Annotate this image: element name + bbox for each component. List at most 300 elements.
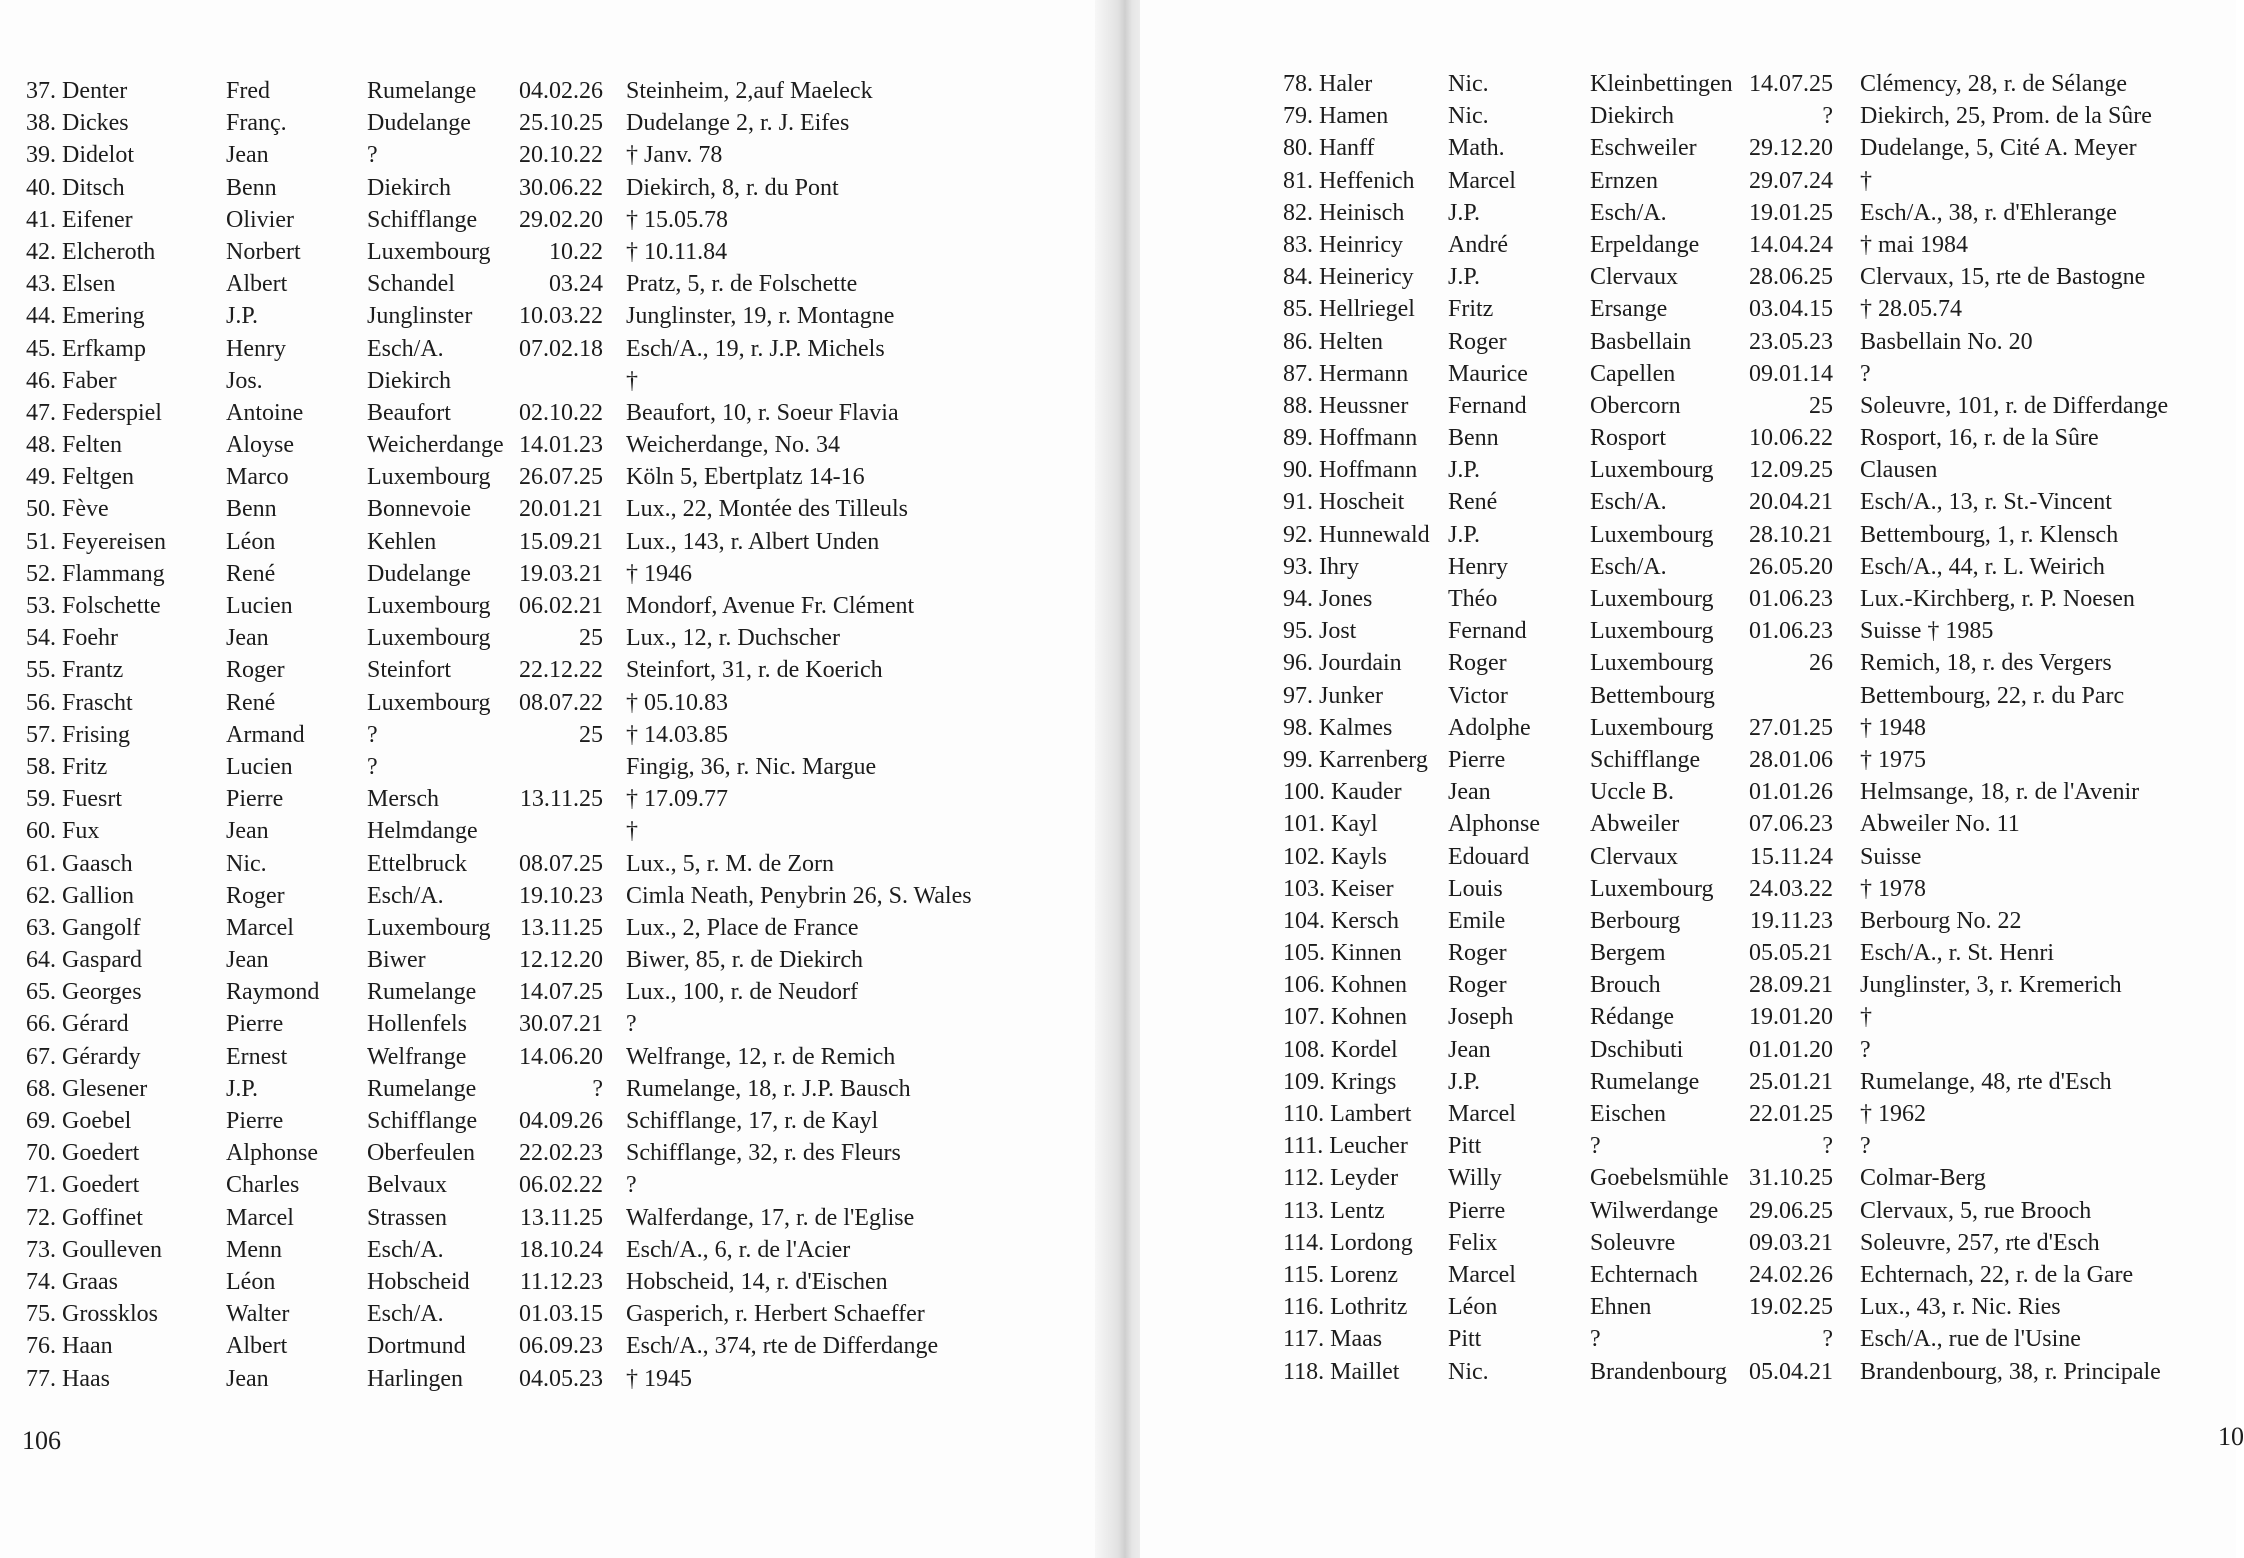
birthplace: Diekirch xyxy=(367,367,451,394)
member-name: 108. Kordel xyxy=(1283,1036,1398,1063)
birthplace: Mersch xyxy=(367,786,439,813)
member-name: 97. Junker xyxy=(1283,682,1383,709)
address: † xyxy=(626,818,638,845)
birthplace: Kleinbettingen xyxy=(1590,71,1733,97)
list-row xyxy=(1283,1034,2168,1066)
first-name: Marcel xyxy=(1448,1101,1516,1127)
list-row xyxy=(26,944,972,976)
list-row xyxy=(26,1008,972,1040)
birth-date: 14.04.24 xyxy=(1749,231,1833,258)
birth-date: 28.10.21 xyxy=(1749,521,1833,548)
birth-date: 20.01.21 xyxy=(519,496,603,523)
list-row xyxy=(26,912,972,944)
first-name: Marco xyxy=(226,464,289,491)
birth-date: 01.06.23 xyxy=(1749,618,1833,645)
first-name: Jean xyxy=(226,142,269,169)
address: Biwer, 85, r. de Diekirch xyxy=(626,947,863,974)
first-name: Marcel xyxy=(1448,1261,1516,1288)
first-name: René xyxy=(1448,489,1498,516)
first-name: Armand xyxy=(226,721,305,748)
address: Echternach, 22, r. de la Gare xyxy=(1860,1261,2134,1288)
member-name: 93. Ihry xyxy=(1283,553,1359,580)
birthplace: Clervaux xyxy=(1590,843,1678,870)
address: Junglinster, 19, r. Montagne xyxy=(626,303,895,330)
address: Lux., 43, r. Nic. Ries xyxy=(1860,1294,2061,1321)
address: † mai 1984 xyxy=(1860,231,1968,258)
member-name: 112. Leyder xyxy=(1283,1165,1399,1192)
first-name: Pierre xyxy=(226,786,284,813)
list-row xyxy=(26,1041,972,1073)
member-name: 65. Georges xyxy=(26,979,142,1006)
address: † 1946 xyxy=(626,560,692,587)
address: † 28.05.74 xyxy=(1860,296,1962,323)
birthplace: Berbourg xyxy=(1590,907,1681,934)
member-name: 96. Jourdain xyxy=(1283,650,1402,677)
first-name: Lucien xyxy=(226,593,293,619)
address: Colmar-Berg xyxy=(1860,1165,1986,1192)
address: Esch/A., 374, rte de Differdange xyxy=(626,1333,939,1360)
first-name: J.P. xyxy=(1448,457,1481,484)
address: Soleuvre, 257, rte d'Esch xyxy=(1860,1229,2100,1256)
birthplace: Brouch xyxy=(1590,972,1661,999)
list-row xyxy=(1283,100,2168,132)
address: Clausen xyxy=(1860,457,1938,484)
member-name: 38. Dickes xyxy=(26,110,129,137)
member-name: 79. Hamen xyxy=(1283,103,1389,130)
member-name: 55. Frantz xyxy=(26,657,124,684)
birthplace: Esch/A. xyxy=(1590,553,1667,580)
first-name: Charles xyxy=(226,1172,300,1199)
first-name: J.P. xyxy=(1448,264,1481,291)
birth-date: 18.10.24 xyxy=(519,1236,603,1263)
member-name: 113. Lentz xyxy=(1283,1197,1385,1224)
list-row xyxy=(1283,841,2168,873)
list-row xyxy=(26,848,972,880)
birthplace: Bettembourg xyxy=(1590,682,1715,709)
birth-date: 02.10.22 xyxy=(519,399,603,426)
first-name: Jean xyxy=(1448,1036,1491,1063)
member-name: 43. Elsen xyxy=(26,271,116,298)
list-row xyxy=(1283,680,2168,712)
first-name: Marcel xyxy=(226,1204,294,1231)
birth-date: 06.02.22 xyxy=(519,1172,603,1199)
birth-date: 19.01.25 xyxy=(1749,199,1833,226)
birth-date: 27.01.25 xyxy=(1749,714,1833,741)
address: Basbellain No. 20 xyxy=(1860,328,2033,355)
left-page xyxy=(0,0,1115,1558)
list-row xyxy=(26,333,972,365)
address: Rumelange, 18, r. J.P. Bausch xyxy=(626,1075,911,1102)
first-name: Edouard xyxy=(1448,843,1530,870)
member-name: 89. Hoffmann xyxy=(1283,425,1418,452)
birth-date: 10.06.22 xyxy=(1749,425,1833,452)
list-row xyxy=(1283,326,2168,358)
address: Lux.-Kirchberg, r. P. Noesen xyxy=(1860,586,2135,612)
birth-date: 25.01.21 xyxy=(1749,1068,1833,1095)
address: † xyxy=(1860,167,1872,194)
birth-date: 07.06.23 xyxy=(1749,811,1833,838)
address: † 17.09.77 xyxy=(626,786,728,813)
birthplace: Beaufort xyxy=(367,399,451,426)
birthplace: Dortmund xyxy=(367,1333,466,1360)
birth-date: 04.02.26 xyxy=(519,78,603,104)
birthplace: Clervaux xyxy=(1590,264,1678,291)
first-name: Pierre xyxy=(1448,1197,1506,1224)
list-row xyxy=(26,268,972,300)
list-row xyxy=(1283,551,2168,583)
member-name: 80. Hanff xyxy=(1283,135,1375,162)
member-name: 87. Hermann xyxy=(1283,360,1409,387)
list-row xyxy=(1283,1323,2168,1355)
address: Steinfort, 31, r. de Koerich xyxy=(626,657,883,684)
birth-date: 13.11.25 xyxy=(519,1204,603,1231)
birthplace: ? xyxy=(1590,1326,1601,1353)
birthplace: Dudelange xyxy=(367,560,471,587)
address: † 1945 xyxy=(626,1365,692,1392)
first-name: Henry xyxy=(226,335,286,362)
list-row xyxy=(1283,486,2168,518)
birthplace: Rumelange xyxy=(1590,1068,1700,1095)
birthplace: Luxembourg xyxy=(1590,521,1714,548)
first-name: Alphonse xyxy=(226,1140,318,1167)
list-row xyxy=(1283,969,2168,1001)
list-row xyxy=(26,880,972,912)
list-row xyxy=(1283,744,2168,776)
birthplace: Diekirch xyxy=(367,174,451,201)
birthplace: ? xyxy=(367,142,378,169)
member-name: 117. Maas xyxy=(1283,1326,1383,1353)
address: † xyxy=(1860,1004,1872,1031)
member-name: 48. Felten xyxy=(26,432,122,459)
page-number-right: 10 xyxy=(2218,1422,2244,1451)
birthplace: Esch/A. xyxy=(367,335,444,362)
birthplace: Diekirch xyxy=(1590,103,1674,130)
list-row xyxy=(26,236,972,268)
address: Esch/A., 13, r. St.-Vincent xyxy=(1860,489,2112,516)
birth-date: 19.03.21 xyxy=(519,560,603,587)
birthplace: Esch/A. xyxy=(1590,199,1667,226)
first-name: Roger xyxy=(1448,328,1507,355)
member-name: 107. Kohnen xyxy=(1283,1004,1407,1031)
birth-date: ? xyxy=(1822,1133,1833,1160)
birth-date: 09.03.21 xyxy=(1749,1229,1833,1256)
member-name: 91. Hoscheit xyxy=(1283,489,1405,516)
birth-date: 31.10.25 xyxy=(1749,1165,1833,1192)
birth-date: 06.09.23 xyxy=(519,1333,603,1360)
birthplace: Rumelange xyxy=(367,78,477,104)
birthplace: Bergem xyxy=(1590,940,1666,967)
address: Bettembourg, 1, r. Klensch xyxy=(1860,521,2119,548)
list-row xyxy=(1283,390,2168,422)
address: Fingig, 36, r. Nic. Margue xyxy=(626,753,877,780)
address: Lux., 100, r. de Neudorf xyxy=(626,979,858,1006)
birthplace: Bonnevoie xyxy=(367,496,471,523)
address: ? xyxy=(626,1011,637,1038)
first-name: Walter xyxy=(226,1301,290,1328)
first-name: Ernest xyxy=(226,1043,288,1070)
address: Esch/A., 19, r. J.P. Michels xyxy=(626,335,885,362)
member-name: 85. Hellriegel xyxy=(1283,296,1415,323)
list-row xyxy=(26,1266,972,1298)
address: † 1962 xyxy=(1860,1101,1926,1127)
birthplace: ? xyxy=(1590,1133,1601,1160)
birthplace: Schifflange xyxy=(367,206,478,233)
member-name: 70. Goedert xyxy=(26,1140,140,1167)
birth-date: 28.09.21 xyxy=(1749,972,1833,999)
list-row xyxy=(26,139,972,171)
member-name: 58. Fritz xyxy=(26,753,108,780)
birthplace: Rumelange xyxy=(367,1075,477,1102)
birth-date: 07.02.18 xyxy=(519,335,603,362)
address: † 14.03.85 xyxy=(626,721,728,748)
birthplace: Hobscheid xyxy=(367,1268,470,1295)
member-name: 53. Folschette xyxy=(26,593,161,619)
address: Esch/A., rue de l'Usine xyxy=(1860,1326,2081,1353)
birth-date: 13.11.25 xyxy=(519,786,603,813)
right-page xyxy=(1140,0,2244,1558)
first-name: Léon xyxy=(1448,1294,1498,1321)
address: Walferdange, 17, r. de l'Eglise xyxy=(626,1204,915,1231)
birth-date: 29.02.20 xyxy=(519,206,603,233)
first-name: Jean xyxy=(226,625,269,652)
list-row xyxy=(1283,1356,2168,1388)
first-name: Victor xyxy=(1448,682,1508,709)
birthplace: Luxembourg xyxy=(367,238,491,265)
birthplace: Abweiler xyxy=(1590,811,1680,838)
birthplace: Luxembourg xyxy=(367,689,491,716)
first-name: Marcel xyxy=(1448,167,1516,194)
first-name: Joseph xyxy=(1448,1004,1514,1031)
first-name: André xyxy=(1448,231,1508,258)
birthplace: Luxembourg xyxy=(1590,586,1714,612)
birthplace: Ernzen xyxy=(1590,167,1658,194)
birth-date: 20.04.21 xyxy=(1749,489,1833,516)
member-name: 103. Keiser xyxy=(1283,875,1394,902)
list-row xyxy=(1283,1162,2168,1194)
member-name: 114. Lordong xyxy=(1283,1229,1413,1256)
list-row xyxy=(1283,229,2168,261)
first-name: Lucien xyxy=(226,753,293,780)
birthplace: Erpeldange xyxy=(1590,231,1700,258)
member-name: 61. Gaasch xyxy=(26,850,133,877)
member-name: 44. Emering xyxy=(26,303,145,330)
list-row xyxy=(26,204,972,236)
member-name: 84. Heinericy xyxy=(1283,264,1414,291)
first-name: Willy xyxy=(1448,1165,1502,1192)
birthplace: Esch/A. xyxy=(1590,489,1667,516)
list-row xyxy=(26,1105,972,1137)
list-row xyxy=(1283,519,2168,551)
list-row xyxy=(1283,1130,2168,1162)
first-name: Pitt xyxy=(1448,1133,1482,1160)
member-name: 64. Gaspard xyxy=(26,947,142,974)
birth-date: 05.05.21 xyxy=(1749,940,1833,967)
address: † 15.05.78 xyxy=(626,206,728,233)
member-name: 86. Helten xyxy=(1283,328,1383,355)
first-name: Franç. xyxy=(226,110,287,137)
first-name: J.P. xyxy=(226,1075,259,1102)
address: Steinheim, 2,auf Maeleck xyxy=(626,78,873,104)
birthplace: Weicherdange xyxy=(367,432,504,459)
birth-date: 28.06.25 xyxy=(1749,264,1833,291)
birthplace: Luxembourg xyxy=(1590,650,1714,677)
address: ? xyxy=(1860,360,1871,387)
member-name: 111. Leucher xyxy=(1283,1133,1408,1160)
address: † 05.10.83 xyxy=(626,689,728,716)
first-name: Emile xyxy=(1448,907,1506,934)
list-row xyxy=(1283,1066,2168,1098)
address: Diekirch, 25, Prom. de la Sûre xyxy=(1860,103,2152,130)
birthplace: Echternach xyxy=(1590,1261,1698,1288)
first-name: Roger xyxy=(1448,940,1507,967)
first-name: René xyxy=(226,560,276,587)
birth-date: 15.11.24 xyxy=(1749,843,1833,870)
member-name: 63. Gangolf xyxy=(26,914,141,941)
first-name: Pitt xyxy=(1448,1326,1482,1353)
birthplace: Soleuvre xyxy=(1590,1229,1676,1256)
member-name: 74. Graas xyxy=(26,1268,118,1295)
birthplace: ? xyxy=(367,753,378,780)
list-row xyxy=(26,172,972,204)
birth-date: 12.09.25 xyxy=(1749,457,1833,484)
list-row xyxy=(1283,615,2168,647)
birthplace: Luxembourg xyxy=(1590,618,1714,645)
member-name: 102. Kayls xyxy=(1283,843,1387,870)
birthplace: Luxembourg xyxy=(1590,714,1714,741)
address: Remich, 18, r. des Vergers xyxy=(1860,650,2112,677)
address: Beaufort, 10, r. Soeur Flavia xyxy=(626,399,899,426)
first-name: Fernand xyxy=(1448,618,1527,645)
birth-date: 19.10.23 xyxy=(519,882,603,909)
birth-date: 10.03.22 xyxy=(519,303,603,330)
birth-date: 30.06.22 xyxy=(519,174,603,201)
list-row xyxy=(1283,937,2168,969)
birth-date: 19.11.23 xyxy=(1749,907,1833,934)
birthplace: Schandel xyxy=(367,271,455,298)
first-name: Henry xyxy=(1448,553,1508,580)
birth-date: 14.01.23 xyxy=(519,432,603,459)
birth-date: 15.09.21 xyxy=(519,528,603,555)
address: Dudelange 2, r. J. Eifes xyxy=(626,110,850,137)
list-row xyxy=(26,654,972,686)
address: Esch/A., 44, r. L. Weirich xyxy=(1860,553,2105,580)
list-row xyxy=(26,75,972,107)
address: † 1948 xyxy=(1860,714,1926,741)
member-name: 51. Feyereisen xyxy=(26,528,166,555)
birth-date: 25 xyxy=(1809,392,1833,419)
birthplace: Luxembourg xyxy=(1590,457,1714,484)
birth-date: 25 xyxy=(579,721,603,748)
list-row xyxy=(26,397,972,429)
address: Brandenbourg, 38, r. Principale xyxy=(1860,1358,2161,1385)
member-name: 59. Fuesrt xyxy=(26,786,122,813)
first-name: Raymond xyxy=(226,979,320,1006)
address: Hobscheid, 14, r. d'Eischen xyxy=(626,1268,888,1295)
list-row xyxy=(1283,422,2168,454)
member-name: 116. Lothritz xyxy=(1283,1294,1408,1321)
list-row xyxy=(26,558,972,590)
first-name: Roger xyxy=(1448,650,1507,677)
first-name: Nic. xyxy=(1448,1358,1489,1385)
first-name: Norbert xyxy=(226,238,301,265)
birth-date: 25 xyxy=(579,625,603,652)
birthplace: Biwer xyxy=(367,947,426,974)
birth-date: 14.07.25 xyxy=(1749,71,1833,97)
birth-date: 26 xyxy=(1809,650,1833,677)
member-name: 50. Fève xyxy=(26,496,109,523)
member-name: 90. Hoffmann xyxy=(1283,457,1418,484)
first-name: J.P. xyxy=(226,303,259,330)
list-row xyxy=(1283,1227,2168,1259)
address: Clémency, 28, r. de Sélange xyxy=(1860,71,2128,97)
first-name: J.P. xyxy=(1448,199,1481,226)
member-name: 75. Grossklos xyxy=(26,1301,159,1328)
address: Rosport, 16, r. de la Sûre xyxy=(1860,425,2099,452)
list-row xyxy=(1283,132,2168,164)
birthplace: Brandenbourg xyxy=(1590,1358,1727,1385)
birth-date: 01.06.23 xyxy=(1749,586,1833,612)
birth-date: 30.07.21 xyxy=(519,1011,603,1038)
member-name: 42. Elcheroth xyxy=(26,238,156,265)
first-name: Math. xyxy=(1448,135,1505,162)
birthplace: Esch/A. xyxy=(367,1301,444,1328)
member-name: 99. Karrenberg xyxy=(1283,746,1428,773)
first-name: Roger xyxy=(1448,972,1507,999)
list-row xyxy=(1283,647,2168,679)
member-name: 60. Fux xyxy=(26,818,100,845)
first-name: Fritz xyxy=(1448,296,1494,323)
list-row xyxy=(1283,1001,2168,1033)
member-name: 95. Jost xyxy=(1283,618,1357,645)
birth-date: 22.12.22 xyxy=(519,657,603,684)
birth-date: 11.12.23 xyxy=(519,1268,603,1295)
birth-date: ? xyxy=(1822,1326,1833,1353)
birthplace: Kehlen xyxy=(367,528,437,555)
birth-date: 26.05.20 xyxy=(1749,553,1833,580)
member-name: 115. Lorenz xyxy=(1283,1261,1399,1288)
birth-date: 14.07.25 xyxy=(519,979,603,1006)
birthplace: Belvaux xyxy=(367,1172,447,1199)
first-name: Roger xyxy=(226,882,285,909)
address: Pratz, 5, r. de Folschette xyxy=(626,271,858,298)
list-row xyxy=(1283,776,2168,808)
first-name: Jean xyxy=(226,947,269,974)
address: Weicherdange, No. 34 xyxy=(626,432,840,459)
address: Mondorf, Avenue Fr. Clément xyxy=(626,593,915,619)
member-list-right xyxy=(1283,68,2168,1388)
list-row xyxy=(1283,808,2168,840)
member-name: 78. Haler xyxy=(1283,71,1373,97)
first-name: Maurice xyxy=(1448,360,1528,387)
list-row xyxy=(1283,197,2168,229)
address: Esch/A., 38, r. d'Ehlerange xyxy=(1860,199,2117,226)
first-name: Felix xyxy=(1448,1229,1498,1256)
member-name: 71. Goedert xyxy=(26,1172,140,1199)
birthplace: Hollenfels xyxy=(367,1011,467,1038)
address: ? xyxy=(1860,1133,1871,1160)
address: Clervaux, 5, rue Brooch xyxy=(1860,1197,2092,1224)
address: Abweiler No. 11 xyxy=(1860,811,2020,838)
member-name: 66. Gérard xyxy=(26,1011,129,1038)
member-name: 98. Kalmes xyxy=(1283,714,1393,741)
member-name: 105. Kinnen xyxy=(1283,940,1402,967)
address: Clervaux, 15, rte de Bastogne xyxy=(1860,264,2146,291)
member-name: 106. Kohnen xyxy=(1283,972,1407,999)
page-number-left: 106 xyxy=(22,1426,61,1455)
birthplace: Obercorn xyxy=(1590,392,1681,419)
birthplace: Esch/A. xyxy=(367,882,444,909)
first-name: Fernand xyxy=(1448,392,1527,419)
